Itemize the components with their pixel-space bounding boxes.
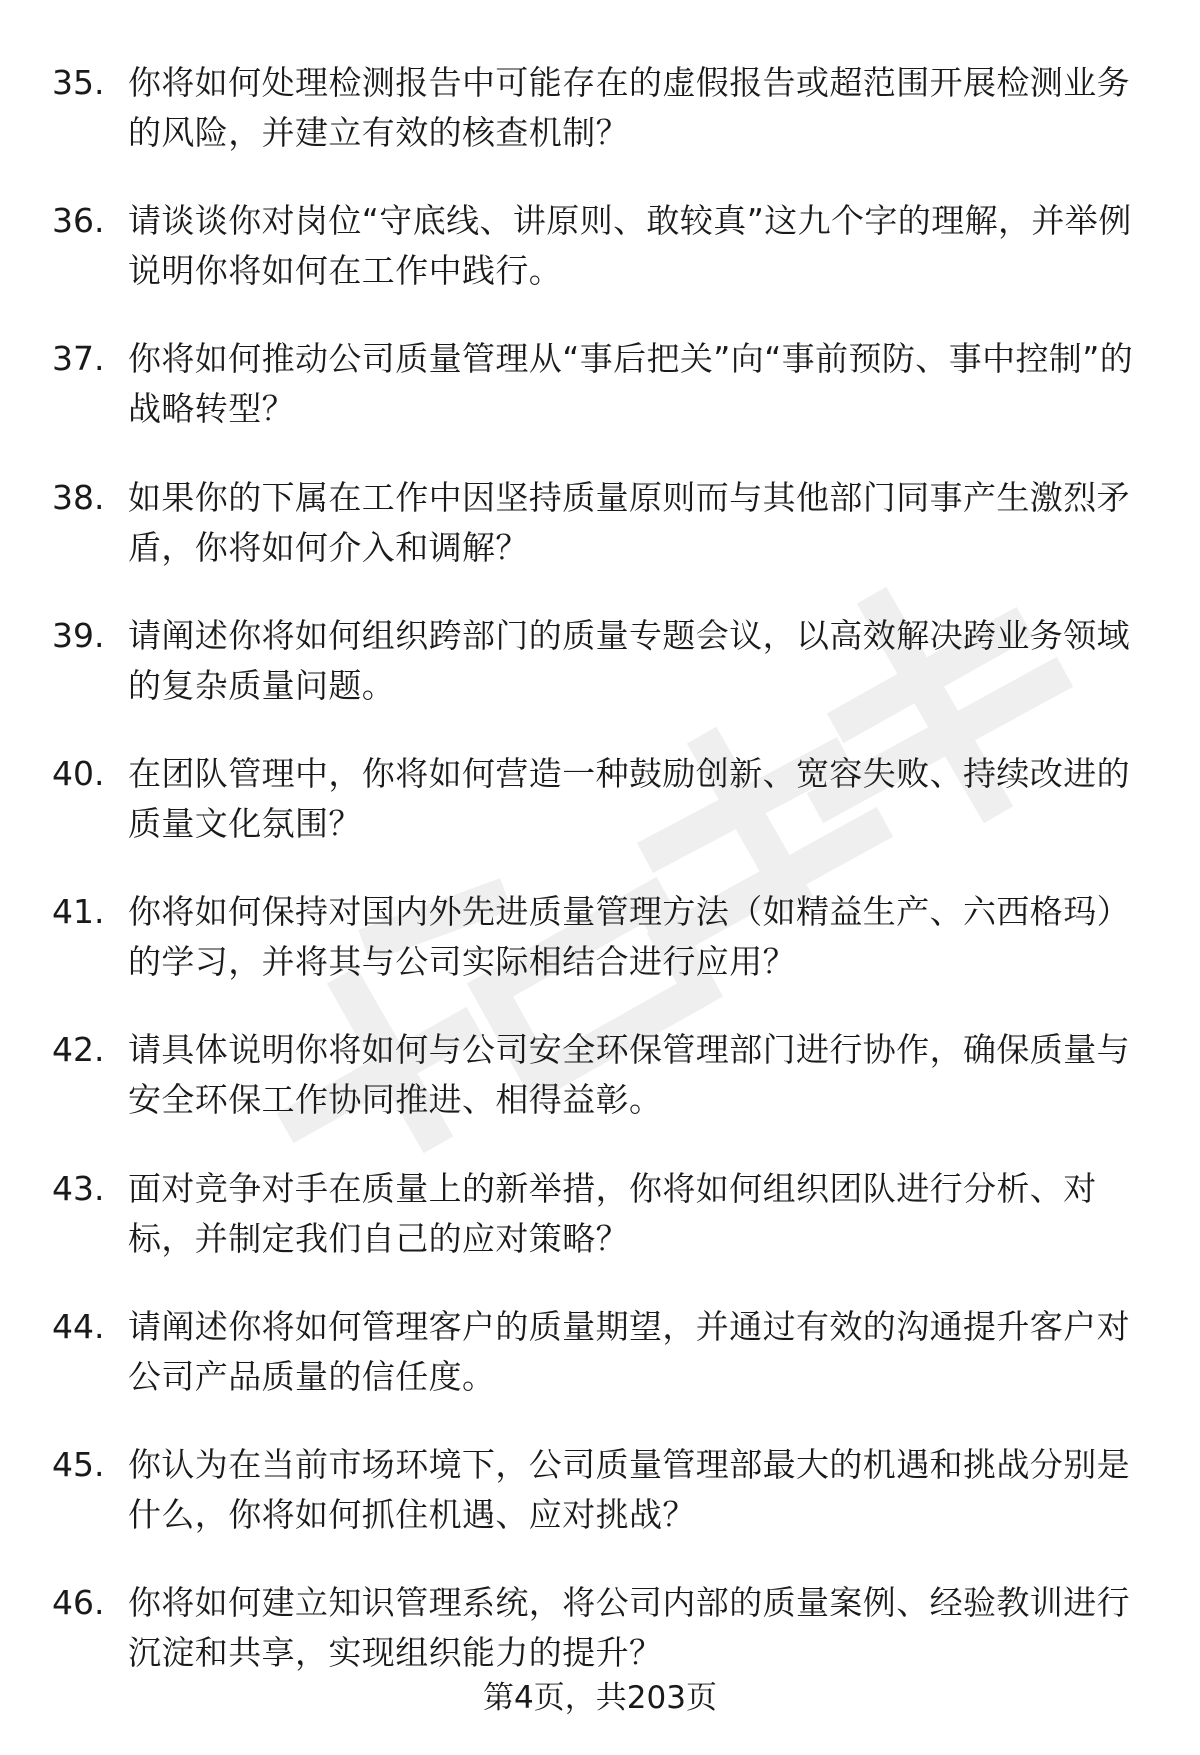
question-number: 46.	[52, 1583, 105, 1623]
list-item	[52, 887, 1142, 987]
list-item	[52, 334, 1142, 434]
question-number: 39.	[52, 615, 105, 655]
list-item	[52, 196, 1142, 296]
page-footer: 第4页，共203页	[483, 1680, 717, 1716]
question-text: 你将如何建立知识管理系统，将公司内部的质量案例、经验教训进行沉淀和共享，实现组织能力的提升？	[128, 1583, 1130, 1673]
list-item	[52, 1302, 1142, 1402]
question-text: 你将如何处理检测报告中可能存在的虚假报告或超范围开展检测业务的风险，并建立有效的核查机制？	[128, 63, 1130, 152]
list-item	[52, 473, 1142, 573]
list-item	[52, 1164, 1142, 1264]
question-text: 你认为在当前市场环境下，公司质量管理部最大的机遇和挑战分别是什么，你将如何抓住机遇、应对挑战？	[128, 1444, 1130, 1534]
question-number: 45.	[52, 1444, 105, 1484]
question-text: 在团队管理中，你将如何营造一种鼓励创新、宽容失败、持续改进的质量文化氛围？	[128, 753, 1130, 843]
question-number: 38.	[52, 477, 105, 517]
question-text: 你将如何推动公司质量管理从“事后把关”向“事前预防、事中控制”的战略转型？	[128, 339, 1134, 429]
question-number: 44.	[52, 1306, 105, 1346]
question-text: 请谈谈你对岗位“守底线、讲原则、敢较真”这九个字的理解，并举例说明你将如何在工作中践行。	[128, 201, 1132, 291]
question-text: 如果你的下属在工作中因坚持质量原则而与其他部门同事产生激烈矛盾，你将如何介入和调解？	[128, 477, 1130, 567]
question-list	[52, 58, 1142, 1716]
question-number: 43.	[52, 1168, 105, 1208]
list-item	[52, 611, 1142, 711]
list-item	[52, 1440, 1142, 1540]
question-text: 请阐述你将如何管理客户的质量期望，并通过有效的沟通提升客户对公司产品质量的信任度。	[128, 1306, 1130, 1396]
list-item	[52, 1025, 1142, 1125]
question-text: 你将如何保持对国内外先进质量管理方法（如精益生产、六西格玛）的学习，并将其与公司实际相结合进行应用？	[128, 892, 1130, 982]
question-number: 35.	[52, 63, 105, 102]
question-number: 37.	[52, 339, 105, 379]
question-text: 请具体说明你将如何与公司安全环保管理部门进行协作，确保质量与安全环保工作协同推进、相得益彰。	[128, 1030, 1130, 1120]
question-number: 42.	[52, 1030, 105, 1070]
list-item	[52, 749, 1142, 849]
list-item	[52, 58, 1142, 158]
list-item	[52, 1578, 1142, 1678]
question-number: 36.	[52, 201, 105, 241]
question-text: 请阐述你将如何组织跨部门的质量专题会议，以高效解决跨业务领域的复杂质量问题。	[128, 615, 1130, 705]
question-text: 面对竞争对手在质量上的新举措，你将如何组织团队进行分析、对标，并制定我们自己的应对策略？	[128, 1168, 1097, 1258]
question-number: 41.	[52, 892, 105, 932]
question-number: 40.	[52, 753, 105, 793]
